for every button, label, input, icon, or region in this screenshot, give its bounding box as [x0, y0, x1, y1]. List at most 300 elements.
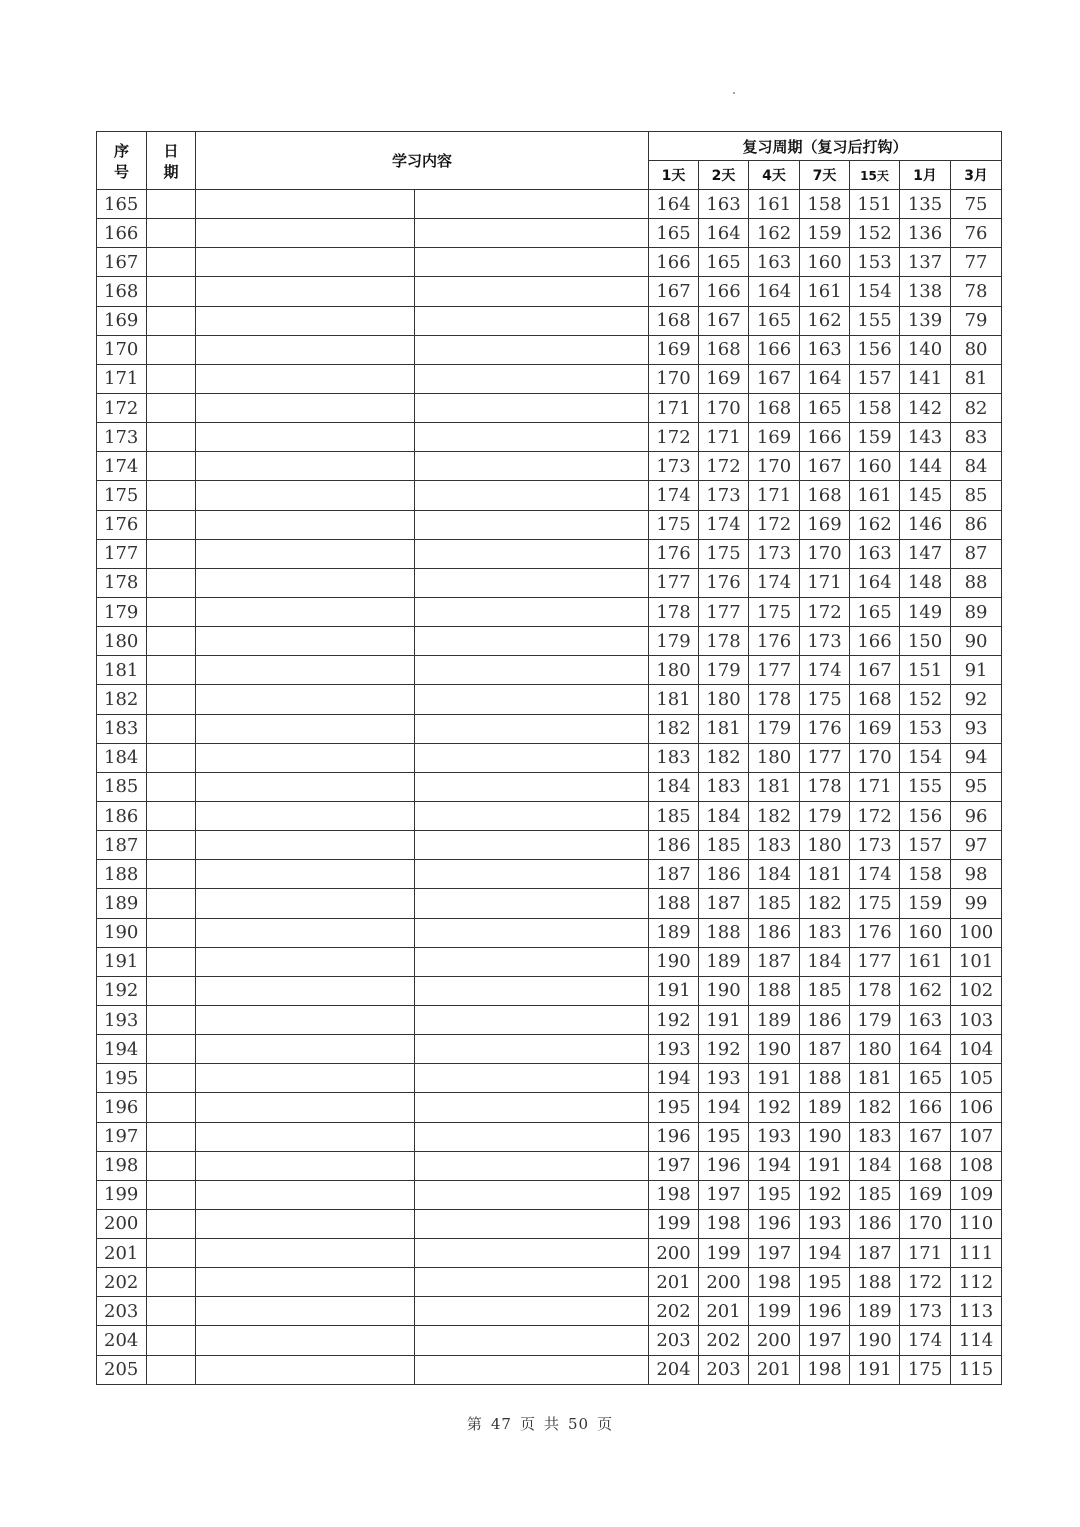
- row-review-cell[interactable]: 167: [699, 306, 749, 335]
- row-review-cell[interactable]: 180: [649, 656, 699, 685]
- row-review-cell[interactable]: 200: [699, 1268, 749, 1297]
- row-review-cell[interactable]: 95: [951, 772, 1002, 801]
- row-review-cell[interactable]: 100: [951, 918, 1002, 947]
- row-review-cell[interactable]: 145: [900, 481, 951, 510]
- row-review-cell[interactable]: 151: [900, 656, 951, 685]
- row-review-cell[interactable]: 92: [951, 685, 1002, 714]
- row-review-cell[interactable]: 195: [749, 1180, 800, 1209]
- row-review-cell[interactable]: 200: [749, 1326, 800, 1355]
- row-content-cell[interactable]: [196, 1093, 415, 1122]
- row-date-cell[interactable]: [147, 597, 196, 626]
- row-review-cell[interactable]: 153: [900, 714, 951, 743]
- row-review-cell[interactable]: 115: [951, 1355, 1002, 1384]
- row-review-cell[interactable]: 171: [649, 393, 699, 422]
- row-content-cell[interactable]: [196, 539, 415, 568]
- row-review-cell[interactable]: 158: [800, 190, 850, 219]
- row-review-cell[interactable]: 196: [800, 1297, 850, 1326]
- row-review-cell[interactable]: 188: [800, 1064, 850, 1093]
- row-review-cell[interactable]: 172: [649, 423, 699, 452]
- row-review-cell[interactable]: 198: [800, 1355, 850, 1384]
- row-review-cell[interactable]: 182: [800, 889, 850, 918]
- row-review-cell[interactable]: 168: [850, 685, 900, 714]
- row-review-cell[interactable]: 184: [699, 801, 749, 830]
- row-review-cell[interactable]: 202: [699, 1326, 749, 1355]
- row-review-cell[interactable]: 188: [649, 889, 699, 918]
- row-review-cell[interactable]: 186: [699, 860, 749, 889]
- row-review-cell[interactable]: 114: [951, 1326, 1002, 1355]
- row-review-cell[interactable]: 177: [699, 597, 749, 626]
- row-review-cell[interactable]: 176: [649, 539, 699, 568]
- row-review-cell[interactable]: 166: [749, 335, 800, 364]
- row-review-cell[interactable]: 173: [749, 539, 800, 568]
- row-review-cell[interactable]: 191: [699, 1005, 749, 1034]
- row-content-cell-2[interactable]: [415, 1064, 649, 1093]
- row-review-cell[interactable]: 172: [850, 801, 900, 830]
- row-review-cell[interactable]: 79: [951, 306, 1002, 335]
- row-content-cell-2[interactable]: [415, 1326, 649, 1355]
- row-date-cell[interactable]: [147, 1268, 196, 1297]
- row-date-cell[interactable]: [147, 1064, 196, 1093]
- row-review-cell[interactable]: 83: [951, 423, 1002, 452]
- row-content-cell[interactable]: [196, 1035, 415, 1064]
- row-review-cell[interactable]: 152: [850, 219, 900, 248]
- row-review-cell[interactable]: 172: [900, 1268, 951, 1297]
- row-review-cell[interactable]: 86: [951, 510, 1002, 539]
- row-review-cell[interactable]: 168: [900, 1151, 951, 1180]
- row-content-cell[interactable]: [196, 1326, 415, 1355]
- row-date-cell[interactable]: [147, 452, 196, 481]
- row-date-cell[interactable]: [147, 1005, 196, 1034]
- row-content-cell[interactable]: [196, 801, 415, 830]
- row-review-cell[interactable]: 155: [850, 306, 900, 335]
- row-review-cell[interactable]: 199: [649, 1209, 699, 1238]
- row-review-cell[interactable]: 178: [800, 772, 850, 801]
- row-review-cell[interactable]: 187: [850, 1239, 900, 1268]
- row-content-cell-2[interactable]: [415, 306, 649, 335]
- row-content-cell-2[interactable]: [415, 190, 649, 219]
- row-review-cell[interactable]: 177: [850, 947, 900, 976]
- row-review-cell[interactable]: 185: [649, 801, 699, 830]
- row-review-cell[interactable]: 176: [850, 918, 900, 947]
- row-review-cell[interactable]: 178: [699, 627, 749, 656]
- row-review-cell[interactable]: 179: [749, 714, 800, 743]
- row-review-cell[interactable]: 167: [900, 1122, 951, 1151]
- row-review-cell[interactable]: 170: [900, 1209, 951, 1238]
- row-review-cell[interactable]: 166: [800, 423, 850, 452]
- row-review-cell[interactable]: 191: [850, 1355, 900, 1384]
- row-review-cell[interactable]: 190: [649, 947, 699, 976]
- row-review-cell[interactable]: 185: [800, 976, 850, 1005]
- row-review-cell[interactable]: 91: [951, 656, 1002, 685]
- row-review-cell[interactable]: 161: [749, 190, 800, 219]
- row-review-cell[interactable]: 85: [951, 481, 1002, 510]
- row-content-cell[interactable]: [196, 1064, 415, 1093]
- row-review-cell[interactable]: 178: [749, 685, 800, 714]
- row-review-cell[interactable]: 182: [850, 1093, 900, 1122]
- row-review-cell[interactable]: 174: [800, 656, 850, 685]
- row-review-cell[interactable]: 157: [900, 831, 951, 860]
- row-review-cell[interactable]: 136: [900, 219, 951, 248]
- row-date-cell[interactable]: [147, 743, 196, 772]
- row-review-cell[interactable]: 167: [649, 277, 699, 306]
- row-review-cell[interactable]: 187: [699, 889, 749, 918]
- row-review-cell[interactable]: 179: [850, 1005, 900, 1034]
- row-review-cell[interactable]: 157: [850, 364, 900, 393]
- row-review-cell[interactable]: 194: [749, 1151, 800, 1180]
- row-review-cell[interactable]: 175: [699, 539, 749, 568]
- row-review-cell[interactable]: 163: [800, 335, 850, 364]
- row-review-cell[interactable]: 178: [649, 597, 699, 626]
- row-review-cell[interactable]: 143: [900, 423, 951, 452]
- row-review-cell[interactable]: 201: [749, 1355, 800, 1384]
- row-review-cell[interactable]: 190: [749, 1035, 800, 1064]
- row-content-cell[interactable]: [196, 918, 415, 947]
- row-content-cell-2[interactable]: [415, 1355, 649, 1384]
- row-review-cell[interactable]: 177: [800, 743, 850, 772]
- row-review-cell[interactable]: 188: [699, 918, 749, 947]
- row-review-cell[interactable]: 110: [951, 1209, 1002, 1238]
- row-content-cell[interactable]: [196, 947, 415, 976]
- row-review-cell[interactable]: 197: [699, 1180, 749, 1209]
- row-review-cell[interactable]: 103: [951, 1005, 1002, 1034]
- row-review-cell[interactable]: 107: [951, 1122, 1002, 1151]
- row-review-cell[interactable]: 186: [749, 918, 800, 947]
- row-review-cell[interactable]: 203: [649, 1326, 699, 1355]
- row-review-cell[interactable]: 190: [850, 1326, 900, 1355]
- row-review-cell[interactable]: 164: [699, 219, 749, 248]
- row-review-cell[interactable]: 193: [699, 1064, 749, 1093]
- row-review-cell[interactable]: 181: [699, 714, 749, 743]
- row-date-cell[interactable]: [147, 539, 196, 568]
- row-date-cell[interactable]: [147, 1093, 196, 1122]
- row-review-cell[interactable]: 169: [900, 1180, 951, 1209]
- row-review-cell[interactable]: 163: [699, 190, 749, 219]
- row-review-cell[interactable]: 190: [699, 976, 749, 1005]
- row-review-cell[interactable]: 196: [699, 1151, 749, 1180]
- row-review-cell[interactable]: 168: [800, 481, 850, 510]
- row-content-cell-2[interactable]: [415, 393, 649, 422]
- row-review-cell[interactable]: 169: [749, 423, 800, 452]
- row-date-cell[interactable]: [147, 1035, 196, 1064]
- row-content-cell-2[interactable]: [415, 510, 649, 539]
- row-review-cell[interactable]: 172: [749, 510, 800, 539]
- row-review-cell[interactable]: 97: [951, 831, 1002, 860]
- row-review-cell[interactable]: 181: [749, 772, 800, 801]
- row-review-cell[interactable]: 144: [900, 452, 951, 481]
- row-review-cell[interactable]: 168: [749, 393, 800, 422]
- row-content-cell[interactable]: [196, 219, 415, 248]
- row-date-cell[interactable]: [147, 1326, 196, 1355]
- row-review-cell[interactable]: 156: [850, 335, 900, 364]
- row-review-cell[interactable]: 174: [649, 481, 699, 510]
- row-content-cell[interactable]: [196, 889, 415, 918]
- row-review-cell[interactable]: 102: [951, 976, 1002, 1005]
- row-date-cell[interactable]: [147, 393, 196, 422]
- row-content-cell-2[interactable]: [415, 627, 649, 656]
- row-content-cell[interactable]: [196, 481, 415, 510]
- row-review-cell[interactable]: 160: [800, 248, 850, 277]
- row-content-cell-2[interactable]: [415, 743, 649, 772]
- row-date-cell[interactable]: [147, 1122, 196, 1151]
- row-review-cell[interactable]: 195: [699, 1122, 749, 1151]
- row-content-cell-2[interactable]: [415, 1268, 649, 1297]
- row-review-cell[interactable]: 185: [749, 889, 800, 918]
- row-content-cell[interactable]: [196, 714, 415, 743]
- row-content-cell[interactable]: [196, 1180, 415, 1209]
- row-review-cell[interactable]: 189: [699, 947, 749, 976]
- row-review-cell[interactable]: 199: [749, 1297, 800, 1326]
- row-review-cell[interactable]: 165: [749, 306, 800, 335]
- row-date-cell[interactable]: [147, 335, 196, 364]
- row-review-cell[interactable]: 196: [649, 1122, 699, 1151]
- row-review-cell[interactable]: 197: [749, 1239, 800, 1268]
- row-review-cell[interactable]: 161: [900, 947, 951, 976]
- row-content-cell-2[interactable]: [415, 889, 649, 918]
- row-review-cell[interactable]: 88: [951, 568, 1002, 597]
- row-content-cell[interactable]: [196, 190, 415, 219]
- row-review-cell[interactable]: 184: [850, 1151, 900, 1180]
- row-content-cell-2[interactable]: [415, 1122, 649, 1151]
- row-review-cell[interactable]: 173: [800, 627, 850, 656]
- row-review-cell[interactable]: 186: [649, 831, 699, 860]
- row-date-cell[interactable]: [147, 423, 196, 452]
- row-review-cell[interactable]: 76: [951, 219, 1002, 248]
- row-review-cell[interactable]: 104: [951, 1035, 1002, 1064]
- row-content-cell[interactable]: [196, 627, 415, 656]
- row-content-cell[interactable]: [196, 1239, 415, 1268]
- row-review-cell[interactable]: 192: [699, 1035, 749, 1064]
- row-review-cell[interactable]: 184: [800, 947, 850, 976]
- row-date-cell[interactable]: [147, 364, 196, 393]
- row-content-cell[interactable]: [196, 364, 415, 393]
- row-review-cell[interactable]: 149: [900, 597, 951, 626]
- row-review-cell[interactable]: 78: [951, 277, 1002, 306]
- row-review-cell[interactable]: 194: [699, 1093, 749, 1122]
- row-content-cell[interactable]: [196, 452, 415, 481]
- row-review-cell[interactable]: 80: [951, 335, 1002, 364]
- row-content-cell[interactable]: [196, 1268, 415, 1297]
- row-review-cell[interactable]: 170: [850, 743, 900, 772]
- row-review-cell[interactable]: 154: [900, 743, 951, 772]
- row-content-cell[interactable]: [196, 772, 415, 801]
- row-review-cell[interactable]: 193: [749, 1122, 800, 1151]
- row-review-cell[interactable]: 159: [900, 889, 951, 918]
- row-review-cell[interactable]: 188: [749, 976, 800, 1005]
- row-review-cell[interactable]: 175: [749, 597, 800, 626]
- row-review-cell[interactable]: 201: [649, 1268, 699, 1297]
- row-content-cell[interactable]: [196, 656, 415, 685]
- row-review-cell[interactable]: 151: [850, 190, 900, 219]
- row-review-cell[interactable]: 165: [699, 248, 749, 277]
- row-review-cell[interactable]: 139: [900, 306, 951, 335]
- row-review-cell[interactable]: 166: [649, 248, 699, 277]
- row-review-cell[interactable]: 170: [699, 393, 749, 422]
- row-review-cell[interactable]: 187: [649, 860, 699, 889]
- row-review-cell[interactable]: 173: [699, 481, 749, 510]
- row-review-cell[interactable]: 183: [749, 831, 800, 860]
- row-review-cell[interactable]: 194: [649, 1064, 699, 1093]
- row-content-cell[interactable]: [196, 393, 415, 422]
- row-review-cell[interactable]: 172: [800, 597, 850, 626]
- row-content-cell[interactable]: [196, 860, 415, 889]
- row-content-cell-2[interactable]: [415, 918, 649, 947]
- row-date-cell[interactable]: [147, 510, 196, 539]
- row-review-cell[interactable]: 197: [649, 1151, 699, 1180]
- row-content-cell-2[interactable]: [415, 539, 649, 568]
- row-review-cell[interactable]: 172: [699, 452, 749, 481]
- row-review-cell[interactable]: 158: [900, 860, 951, 889]
- row-review-cell[interactable]: 182: [649, 714, 699, 743]
- row-review-cell[interactable]: 192: [749, 1093, 800, 1122]
- row-content-cell-2[interactable]: [415, 423, 649, 452]
- row-review-cell[interactable]: 165: [649, 219, 699, 248]
- row-review-cell[interactable]: 150: [900, 627, 951, 656]
- row-review-cell[interactable]: 204: [649, 1355, 699, 1384]
- row-review-cell[interactable]: 197: [800, 1326, 850, 1355]
- row-review-cell[interactable]: 138: [900, 277, 951, 306]
- row-date-cell[interactable]: [147, 568, 196, 597]
- row-review-cell[interactable]: 169: [800, 510, 850, 539]
- row-review-cell[interactable]: 163: [749, 248, 800, 277]
- row-review-cell[interactable]: 146: [900, 510, 951, 539]
- row-review-cell[interactable]: 183: [649, 743, 699, 772]
- row-review-cell[interactable]: 182: [699, 743, 749, 772]
- row-review-cell[interactable]: 176: [749, 627, 800, 656]
- row-date-cell[interactable]: [147, 1180, 196, 1209]
- row-content-cell-2[interactable]: [415, 1093, 649, 1122]
- row-content-cell-2[interactable]: [415, 685, 649, 714]
- row-content-cell[interactable]: [196, 685, 415, 714]
- row-review-cell[interactable]: 166: [850, 627, 900, 656]
- row-review-cell[interactable]: 164: [850, 568, 900, 597]
- row-content-cell-2[interactable]: [415, 831, 649, 860]
- row-review-cell[interactable]: 203: [699, 1355, 749, 1384]
- row-review-cell[interactable]: 188: [850, 1268, 900, 1297]
- row-review-cell[interactable]: 173: [900, 1297, 951, 1326]
- row-review-cell[interactable]: 179: [800, 801, 850, 830]
- row-date-cell[interactable]: [147, 219, 196, 248]
- row-review-cell[interactable]: 198: [649, 1180, 699, 1209]
- row-review-cell[interactable]: 183: [699, 772, 749, 801]
- row-review-cell[interactable]: 171: [800, 568, 850, 597]
- row-review-cell[interactable]: 171: [850, 772, 900, 801]
- row-review-cell[interactable]: 161: [850, 481, 900, 510]
- row-review-cell[interactable]: 191: [749, 1064, 800, 1093]
- row-review-cell[interactable]: 147: [900, 539, 951, 568]
- row-review-cell[interactable]: 175: [850, 889, 900, 918]
- row-review-cell[interactable]: 162: [800, 306, 850, 335]
- row-review-cell[interactable]: 158: [850, 393, 900, 422]
- row-review-cell[interactable]: 87: [951, 539, 1002, 568]
- row-content-cell[interactable]: [196, 277, 415, 306]
- row-review-cell[interactable]: 176: [800, 714, 850, 743]
- row-review-cell[interactable]: 113: [951, 1297, 1002, 1326]
- row-review-cell[interactable]: 162: [900, 976, 951, 1005]
- row-review-cell[interactable]: 168: [649, 306, 699, 335]
- row-review-cell[interactable]: 179: [649, 627, 699, 656]
- row-review-cell[interactable]: 167: [850, 656, 900, 685]
- row-review-cell[interactable]: 165: [800, 393, 850, 422]
- row-date-cell[interactable]: [147, 685, 196, 714]
- row-date-cell[interactable]: [147, 1239, 196, 1268]
- row-review-cell[interactable]: 174: [699, 510, 749, 539]
- row-review-cell[interactable]: 189: [800, 1093, 850, 1122]
- row-review-cell[interactable]: 96: [951, 801, 1002, 830]
- row-review-cell[interactable]: 185: [850, 1180, 900, 1209]
- row-content-cell[interactable]: [196, 1122, 415, 1151]
- row-content-cell[interactable]: [196, 1355, 415, 1384]
- row-review-cell[interactable]: 106: [951, 1093, 1002, 1122]
- row-review-cell[interactable]: 195: [649, 1093, 699, 1122]
- row-review-cell[interactable]: 186: [850, 1209, 900, 1238]
- row-content-cell-2[interactable]: [415, 976, 649, 1005]
- row-review-cell[interactable]: 166: [900, 1093, 951, 1122]
- row-review-cell[interactable]: 180: [699, 685, 749, 714]
- row-review-cell[interactable]: 189: [850, 1297, 900, 1326]
- row-review-cell[interactable]: 187: [749, 947, 800, 976]
- row-date-cell[interactable]: [147, 860, 196, 889]
- row-date-cell[interactable]: [147, 1297, 196, 1326]
- row-review-cell[interactable]: 183: [850, 1122, 900, 1151]
- row-review-cell[interactable]: 170: [749, 452, 800, 481]
- row-review-cell[interactable]: 112: [951, 1268, 1002, 1297]
- row-review-cell[interactable]: 162: [749, 219, 800, 248]
- row-review-cell[interactable]: 111: [951, 1239, 1002, 1268]
- row-review-cell[interactable]: 170: [649, 364, 699, 393]
- row-review-cell[interactable]: 77: [951, 248, 1002, 277]
- row-date-cell[interactable]: [147, 1209, 196, 1238]
- row-review-cell[interactable]: 109: [951, 1180, 1002, 1209]
- row-review-cell[interactable]: 171: [749, 481, 800, 510]
- row-review-cell[interactable]: 164: [900, 1035, 951, 1064]
- row-review-cell[interactable]: 176: [699, 568, 749, 597]
- row-review-cell[interactable]: 167: [800, 452, 850, 481]
- row-review-cell[interactable]: 192: [649, 1005, 699, 1034]
- row-review-cell[interactable]: 169: [850, 714, 900, 743]
- row-review-cell[interactable]: 193: [649, 1035, 699, 1064]
- row-date-cell[interactable]: [147, 481, 196, 510]
- row-review-cell[interactable]: 152: [900, 685, 951, 714]
- row-review-cell[interactable]: 160: [850, 452, 900, 481]
- row-content-cell-2[interactable]: [415, 1035, 649, 1064]
- row-review-cell[interactable]: 168: [699, 335, 749, 364]
- row-review-cell[interactable]: 189: [649, 918, 699, 947]
- row-content-cell-2[interactable]: [415, 277, 649, 306]
- row-review-cell[interactable]: 159: [800, 219, 850, 248]
- row-content-cell[interactable]: [196, 597, 415, 626]
- row-content-cell[interactable]: [196, 831, 415, 860]
- row-review-cell[interactable]: 179: [699, 656, 749, 685]
- row-review-cell[interactable]: 93: [951, 714, 1002, 743]
- row-review-cell[interactable]: 164: [649, 190, 699, 219]
- row-content-cell-2[interactable]: [415, 1239, 649, 1268]
- row-review-cell[interactable]: 155: [900, 772, 951, 801]
- row-review-cell[interactable]: 173: [850, 831, 900, 860]
- row-review-cell[interactable]: 191: [649, 976, 699, 1005]
- row-date-cell[interactable]: [147, 1151, 196, 1180]
- row-content-cell[interactable]: [196, 1151, 415, 1180]
- row-review-cell[interactable]: 135: [900, 190, 951, 219]
- row-content-cell-2[interactable]: [415, 860, 649, 889]
- row-review-cell[interactable]: 198: [699, 1209, 749, 1238]
- row-content-cell[interactable]: [196, 976, 415, 1005]
- row-review-cell[interactable]: 164: [749, 277, 800, 306]
- row-content-cell-2[interactable]: [415, 1209, 649, 1238]
- row-content-cell[interactable]: [196, 306, 415, 335]
- row-date-cell[interactable]: [147, 831, 196, 860]
- row-content-cell-2[interactable]: [415, 1180, 649, 1209]
- row-review-cell[interactable]: 191: [800, 1151, 850, 1180]
